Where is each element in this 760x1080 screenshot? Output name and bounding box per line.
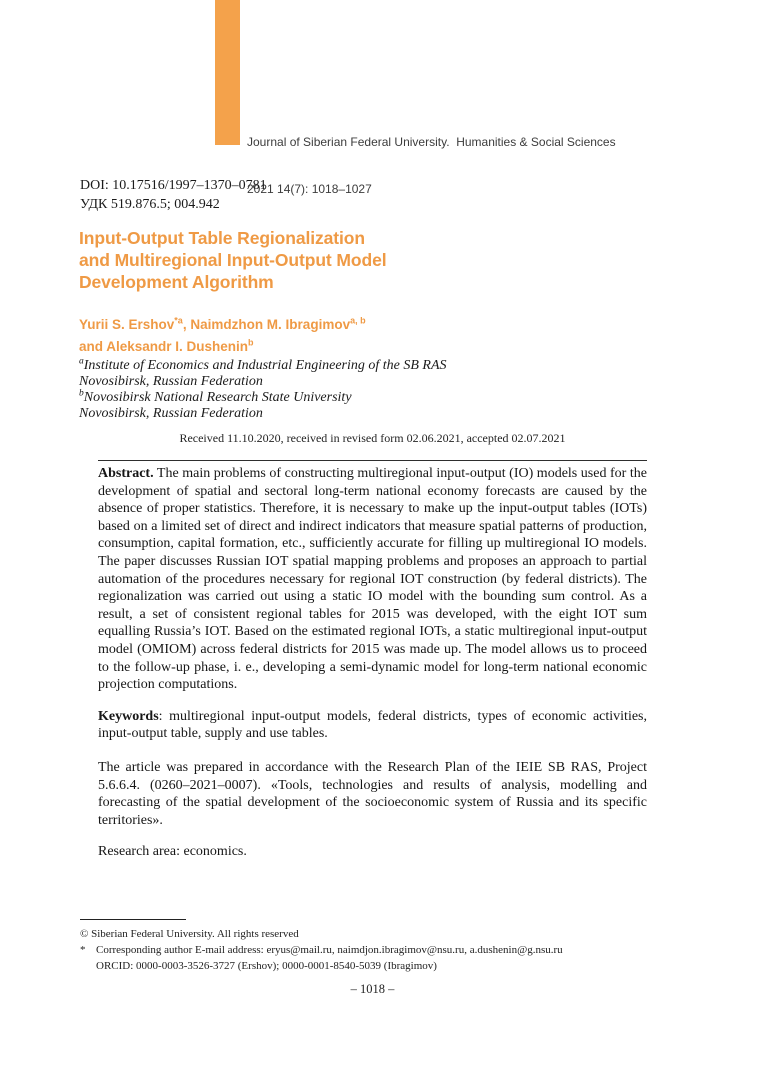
abstract-label: Abstract. [98, 466, 154, 481]
affiliations-block [79, 358, 447, 422]
article-body [98, 431, 647, 875]
copyright-line: © Siberian Federal University. All rights reserved [80, 928, 299, 940]
author-affiliation-mark: b [248, 337, 254, 348]
footnote-divider [80, 919, 186, 920]
affiliation-mark: a [79, 356, 84, 367]
author-name: and Aleksandr I. Dushenin [79, 339, 249, 354]
affiliation-mark: b [79, 388, 84, 399]
journal-header [247, 104, 616, 228]
authors-block [79, 314, 366, 358]
received-dates: Received 11.10.2020, received in revised form 02.06.2021, accepted 02.07.2021 [179, 431, 566, 445]
article-title [79, 227, 386, 293]
affiliation-text: Novosibirsk National Research State University [83, 390, 352, 405]
affiliation-line [79, 358, 447, 374]
acknowledgment-paragraph: The article was prepared in accordance with the Research Plan of the IEIE SB RAS, Project 5.6.6.4. (0260–2021–0007). «Tools, technologies and results of analysis, modelling and forecasting of the spatial development of the socioeconomic system of Russia and its specific territories». [98, 759, 647, 828]
keywords-text: : multiregional input-output models, federal districts, types of economic activities, input-output table, supply and use tables. [98, 708, 647, 742]
footnote-block [80, 926, 665, 974]
author-name: , Naimdzhon M. Ibragimov [182, 317, 351, 332]
corresponding-author-details [96, 942, 563, 974]
keywords-paragraph [98, 708, 647, 743]
page-number: – 1018 – [350, 982, 395, 996]
author-affiliation-mark: a, b [350, 315, 366, 326]
affiliation-line [79, 390, 447, 406]
authors-line-2 [79, 336, 366, 358]
doi-block [80, 176, 267, 214]
corresponding-email-line: Corresponding author E-mail address: eryus@mail.ru, naimdjon.ibragimov@nsu.ru, a.dushenin@g.nsu.ru [96, 944, 563, 956]
title-line-2: and Multiregional Input-Output Model [79, 250, 387, 270]
title-line-3: Development Algorithm [79, 272, 274, 292]
abstract-paragraph [98, 465, 647, 694]
affiliation-text: Institute of Economics and Industrial Engineering of the SB RAS [83, 358, 447, 373]
affiliation-text: Novosibirsk, Russian Federation [79, 406, 263, 421]
affiliation-line [79, 374, 447, 390]
footnote-asterisk: * [80, 944, 86, 956]
author-name: Yurii S. Ershov [79, 317, 175, 332]
abstract-text: The main problems of constructing multiregional input-output (IO) models used for the development of spatial and sectoral long-term national economy forecasts are caused by the absence of proper statistics. Therefore, it is necessary to make up the input-output tables (IOTs) based on a limited set of direct and indirect indicators that measure spatial patterns of production, consumption, capital formation, etc., sufficiently accurate for filling up multiregional IO models. The paper discusses Russian IOT spatial mapping problems and proposes an approach to partial automation of the procedures necessary for regional IOT construction (by federal districts). The regionalization was carried out using a static IO model with the bounding sum control. As a result, a set of consistent regional tables for 2015 was developed, with the eight IOT sum equalling Russia’s IOT. Based on the estimated regional IOTs, a static multiregional input-output model (OMIOM) across federal districts for 2015 was made up. The model allows us to proceed to the follow-up phase, i. e., developing a semi-dynamic model for long-term national economic projection computations. [98, 466, 647, 693]
keywords-label: Keywords [98, 708, 159, 724]
orcid-line: ORCID: 0000-0003-3526-3727 (Ershov); 0000-0001-8540-5039 (Ibragimov) [96, 960, 437, 972]
authors-line-1 [79, 314, 366, 336]
title-line-1: Input-Output Table Regionalization [79, 228, 365, 248]
journal-accent-bar [215, 0, 240, 145]
corresponding-author-note [80, 942, 665, 974]
doi: DOI: 10.17516/1997–1370–0781 [80, 178, 267, 193]
abstract-divider [98, 460, 647, 461]
affiliation-line [79, 406, 447, 422]
udk: УДК 519.876.5; 004.942 [80, 197, 220, 212]
research-area: Research area: economics. [98, 844, 247, 860]
journal-name: Journal of Siberian Federal University. Humanities & Social Sciences [247, 135, 616, 149]
journal-issue: 2021 14(7): 1018–1027 [247, 181, 372, 196]
author-affiliation-mark: *a [174, 315, 183, 326]
affiliation-text: Novosibirsk, Russian Federation [79, 374, 263, 389]
